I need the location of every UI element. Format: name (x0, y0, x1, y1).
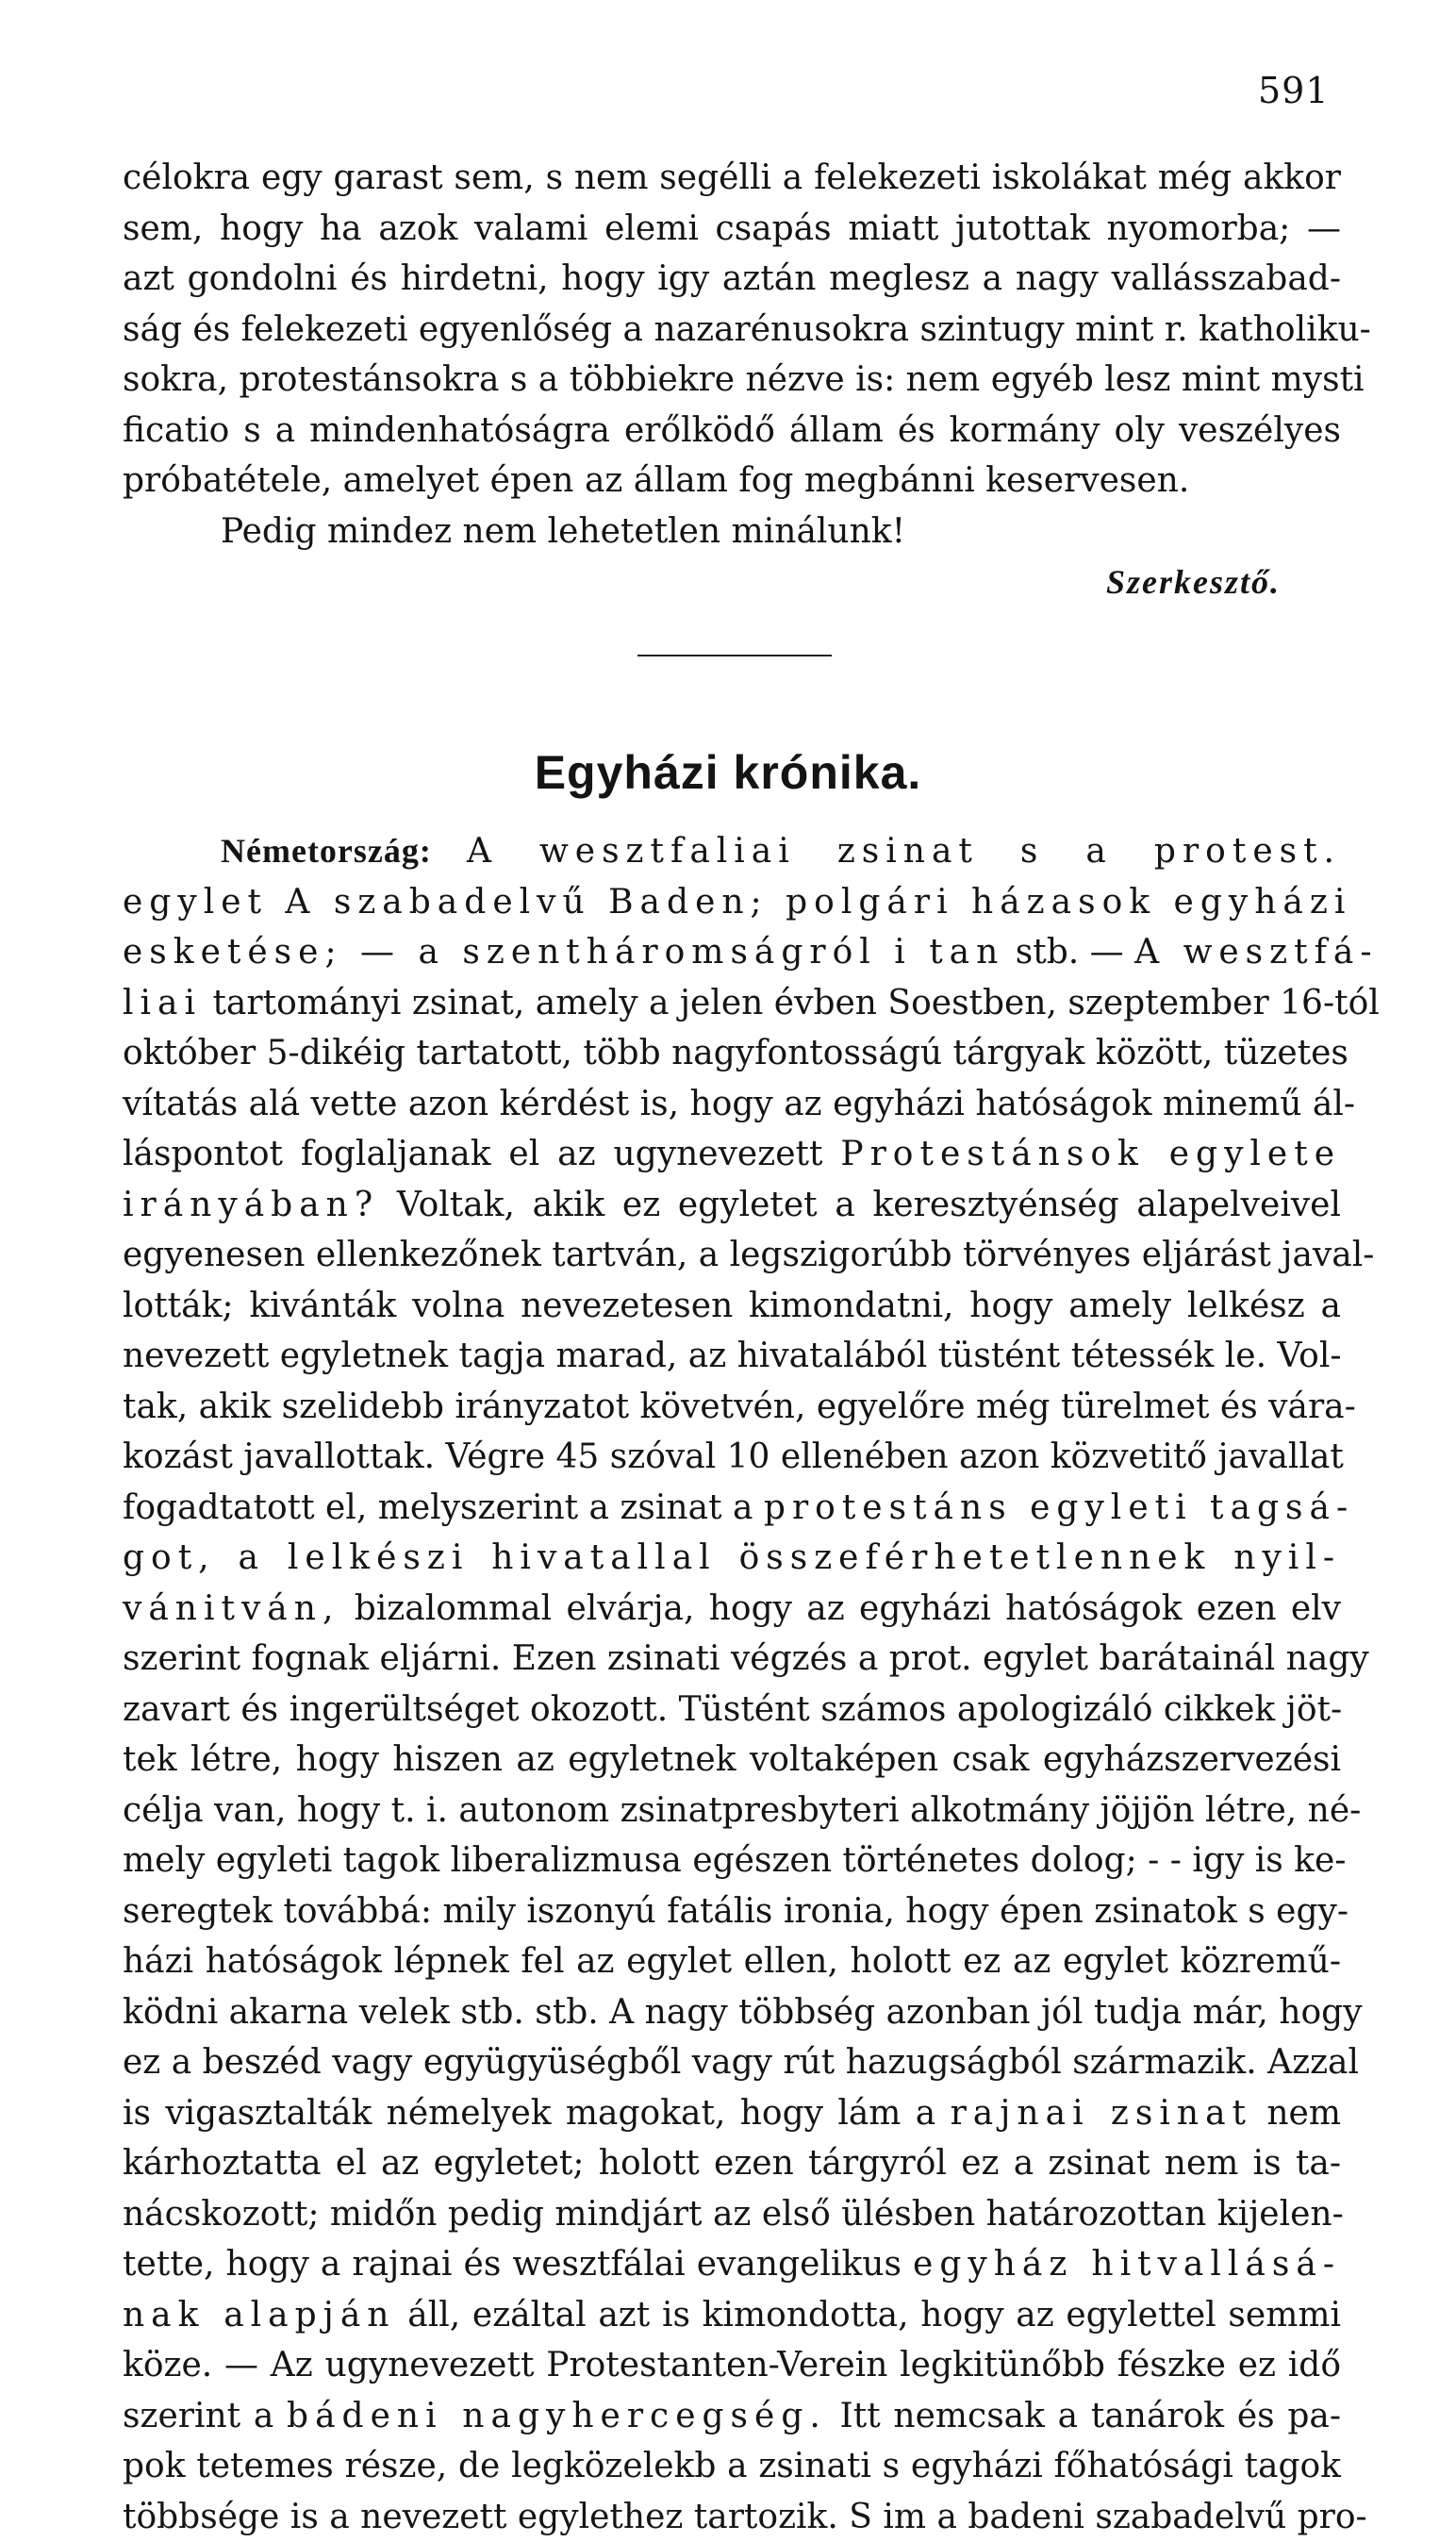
text-line: tak, akik szelidebb irányzatot követvén, egyelőre még türelmet és vára- (123, 1382, 1341, 1433)
text-line (123, 1483, 1341, 1534)
text-line: ság és felekezeti egyenlőség a nazarénusokra szintugy mint r. katholiku- (123, 305, 1341, 356)
text-fragment: fogadtatott el, melyszerint a zsinat a (123, 1488, 753, 1527)
spaced-text: nak alapján (123, 2296, 396, 2334)
text-fragment: nem (1266, 2094, 1341, 2133)
text-line: többsége is a nevezett egylethez tartozik. S im a badeni szabadelvű pro- (123, 2492, 1341, 2542)
text-line: ficatio s a mindenhatóságra erőlködő állam és kormány oly veszélyes (123, 406, 1341, 457)
text-line: tek létre, hogy hiszen az egyletnek voltaképen csak egyházszervezési (123, 1735, 1341, 1786)
text-line (123, 978, 1341, 1029)
spaced-text: irányában? (123, 1186, 379, 1224)
text-fragment: bizalommal elvárja, hogy az egyházi hatóságok ezen elv (355, 1589, 1341, 1628)
text-line: lották; kivánták volna nevezetesen kimondatni, hogy amely lelkész a (123, 1281, 1341, 1332)
text-line: ködni akarna velek stb. stb. A nagy többség azonban jól tudja már, hogy (123, 1987, 1341, 2038)
text-fragment: stb. — (1016, 933, 1124, 972)
text-fragment: Voltak, akik ez egyletet a keresztyénség alapelveivel (397, 1186, 1341, 1224)
spaced-text: esketése; — a szentháromságról i tan (123, 933, 1004, 972)
text-line: október 5-dikéig tartatott, több nagyfontosságú tárgyak között, tüzetes (123, 1028, 1341, 1079)
text-line: próbatétele, amelyet épen az állam fog megbánni keservesen. (123, 456, 1341, 507)
text-line: sokra, protestánsokra s a többiekre nézve is: nem egyéb lesz mint mysti (123, 355, 1341, 406)
text-line (123, 826, 1341, 877)
editor-signature: Szerkesztő. (1106, 562, 1281, 602)
text-line: nevezett egyletnek tagja marad, az hivatalából tüstént tétessék le. Vol- (123, 1331, 1341, 1382)
text-line (123, 1180, 1341, 1231)
spaced-text: vánitván, (123, 1589, 339, 1628)
text-line (123, 2290, 1341, 2341)
text-line (123, 2088, 1341, 2139)
text-line: kozást javallottak. Végre 45 szóval 10 ellenében azon közvetitő javallat (123, 1432, 1341, 1483)
spaced-text: A wesztfaliai zsinat s a protest. (467, 832, 1341, 871)
text-fragment: láspontot foglaljanak el az ugynevezett (123, 1135, 822, 1173)
text-fragment: szerint a (123, 2397, 273, 2435)
text-line: got, a lelkészi hivatallal összeférhetetlennek nyil- (123, 1533, 1341, 1584)
text-line: sem, hogy ha azok valami elemi csapás miatt jutottak nyomorba; — (123, 204, 1341, 255)
text-line: célja van, hogy t. i. autonom zsinatpresbyteri alkotmány jöjjön létre, né- (123, 1786, 1341, 1836)
text-line: célokra egy garast sem, s nem segélli a felekezeti iskolákat még akkor (123, 153, 1341, 204)
text-line: nácskozott; midőn pedig mindjárt az első ülésben határozottan kijelen- (123, 2189, 1341, 2240)
text-line (123, 1129, 1341, 1180)
text-line: Pedig mindez nem lehetetlen minálunk! (123, 507, 1341, 557)
text-line: egylet A szabadelvű Baden; polgári házasok egyházi (123, 877, 1341, 928)
text-line (123, 2391, 1341, 2442)
text-line: mely egyleti tagok liberalizmusa egészen történetes dolog; - - igy is ke- (123, 1836, 1341, 1886)
spaced-text: protestáns egyleti tagsá- (764, 1488, 1354, 1527)
spaced-text: liai (123, 984, 202, 1022)
text-line (123, 927, 1341, 978)
text-line: házi hatóságok lépnek fel az egylet ellen, holott ez az egylet közremű- (123, 1936, 1341, 1987)
text-fragment: tette, hogy a rajnai és wesztfálai evangelikus (123, 2245, 902, 2284)
country-heading: Németország: (221, 832, 432, 870)
text-line: azt gondolni és hirdetni, hogy igy aztán meglesz a nagy vallásszabad- (123, 254, 1341, 305)
text-line: zavart és ingerültséget okozott. Tüstént számos apologizáló cikkek jöt- (123, 1685, 1341, 1736)
text-line (123, 1584, 1341, 1635)
text-line: vítatás alá vette azon kérdést is, hogy az egyházi hatóságok minemű ál- (123, 1079, 1341, 1130)
text-line: seregtek továbbá: mily iszonyú fatális ironia, hogy épen zsinatok s egy- (123, 1886, 1341, 1937)
text-line: szerint fognak eljárni. Ezen zsinati végzés a prot. egylet barátainál nagy (123, 1634, 1341, 1685)
spaced-text: egyház hitvallásá- (913, 2245, 1341, 2284)
text-line: egyenesen ellenkezőnek tartván, a legszigorúbb törvényes eljárást javal- (123, 1230, 1341, 1281)
section-title: Egyházi krónika. (0, 745, 1456, 800)
text-fragment: áll, ezáltal azt is kimondotta, hogy az egylettel semmi (407, 2296, 1341, 2334)
text-line: ez a beszéd vagy együgyüségből vagy rút hazugságból származik. Azzal (123, 2037, 1341, 2088)
text-fragment: tartományi zsinat, amely a jelen évben Soestben, szeptember 16-tól (212, 984, 1379, 1022)
text-line (123, 2239, 1341, 2290)
text-line: köze. — Az ugynevezett Protestanten-Verein legkitünőbb fészke ez idő (123, 2340, 1341, 2391)
section-divider (637, 655, 832, 656)
spaced-text: rajnai zsinat (951, 2094, 1252, 2133)
chronicle-text (123, 826, 1341, 2542)
spaced-text: A wesztfá- (1134, 933, 1378, 972)
text-fragment: is vigasztalták némelyek magokat, hogy lám a (123, 2094, 935, 2133)
text-line: pok tetemes része, de legközelekb a zsinati s egyházi főhatósági tagok (123, 2441, 1341, 2492)
text-line: kárhoztatta el az egyletet; holott ezen tárgyról ez a zsinat nem is ta- (123, 2138, 1341, 2189)
spaced-text: bádeni nagyhercegség. (287, 2397, 827, 2435)
page-number: 591 (1258, 70, 1330, 111)
text-fragment: Itt nemcsak a tanárok és pa- (840, 2397, 1341, 2435)
continued-text (123, 153, 1341, 557)
spaced-text: Protestánsok egylete (840, 1135, 1341, 1173)
